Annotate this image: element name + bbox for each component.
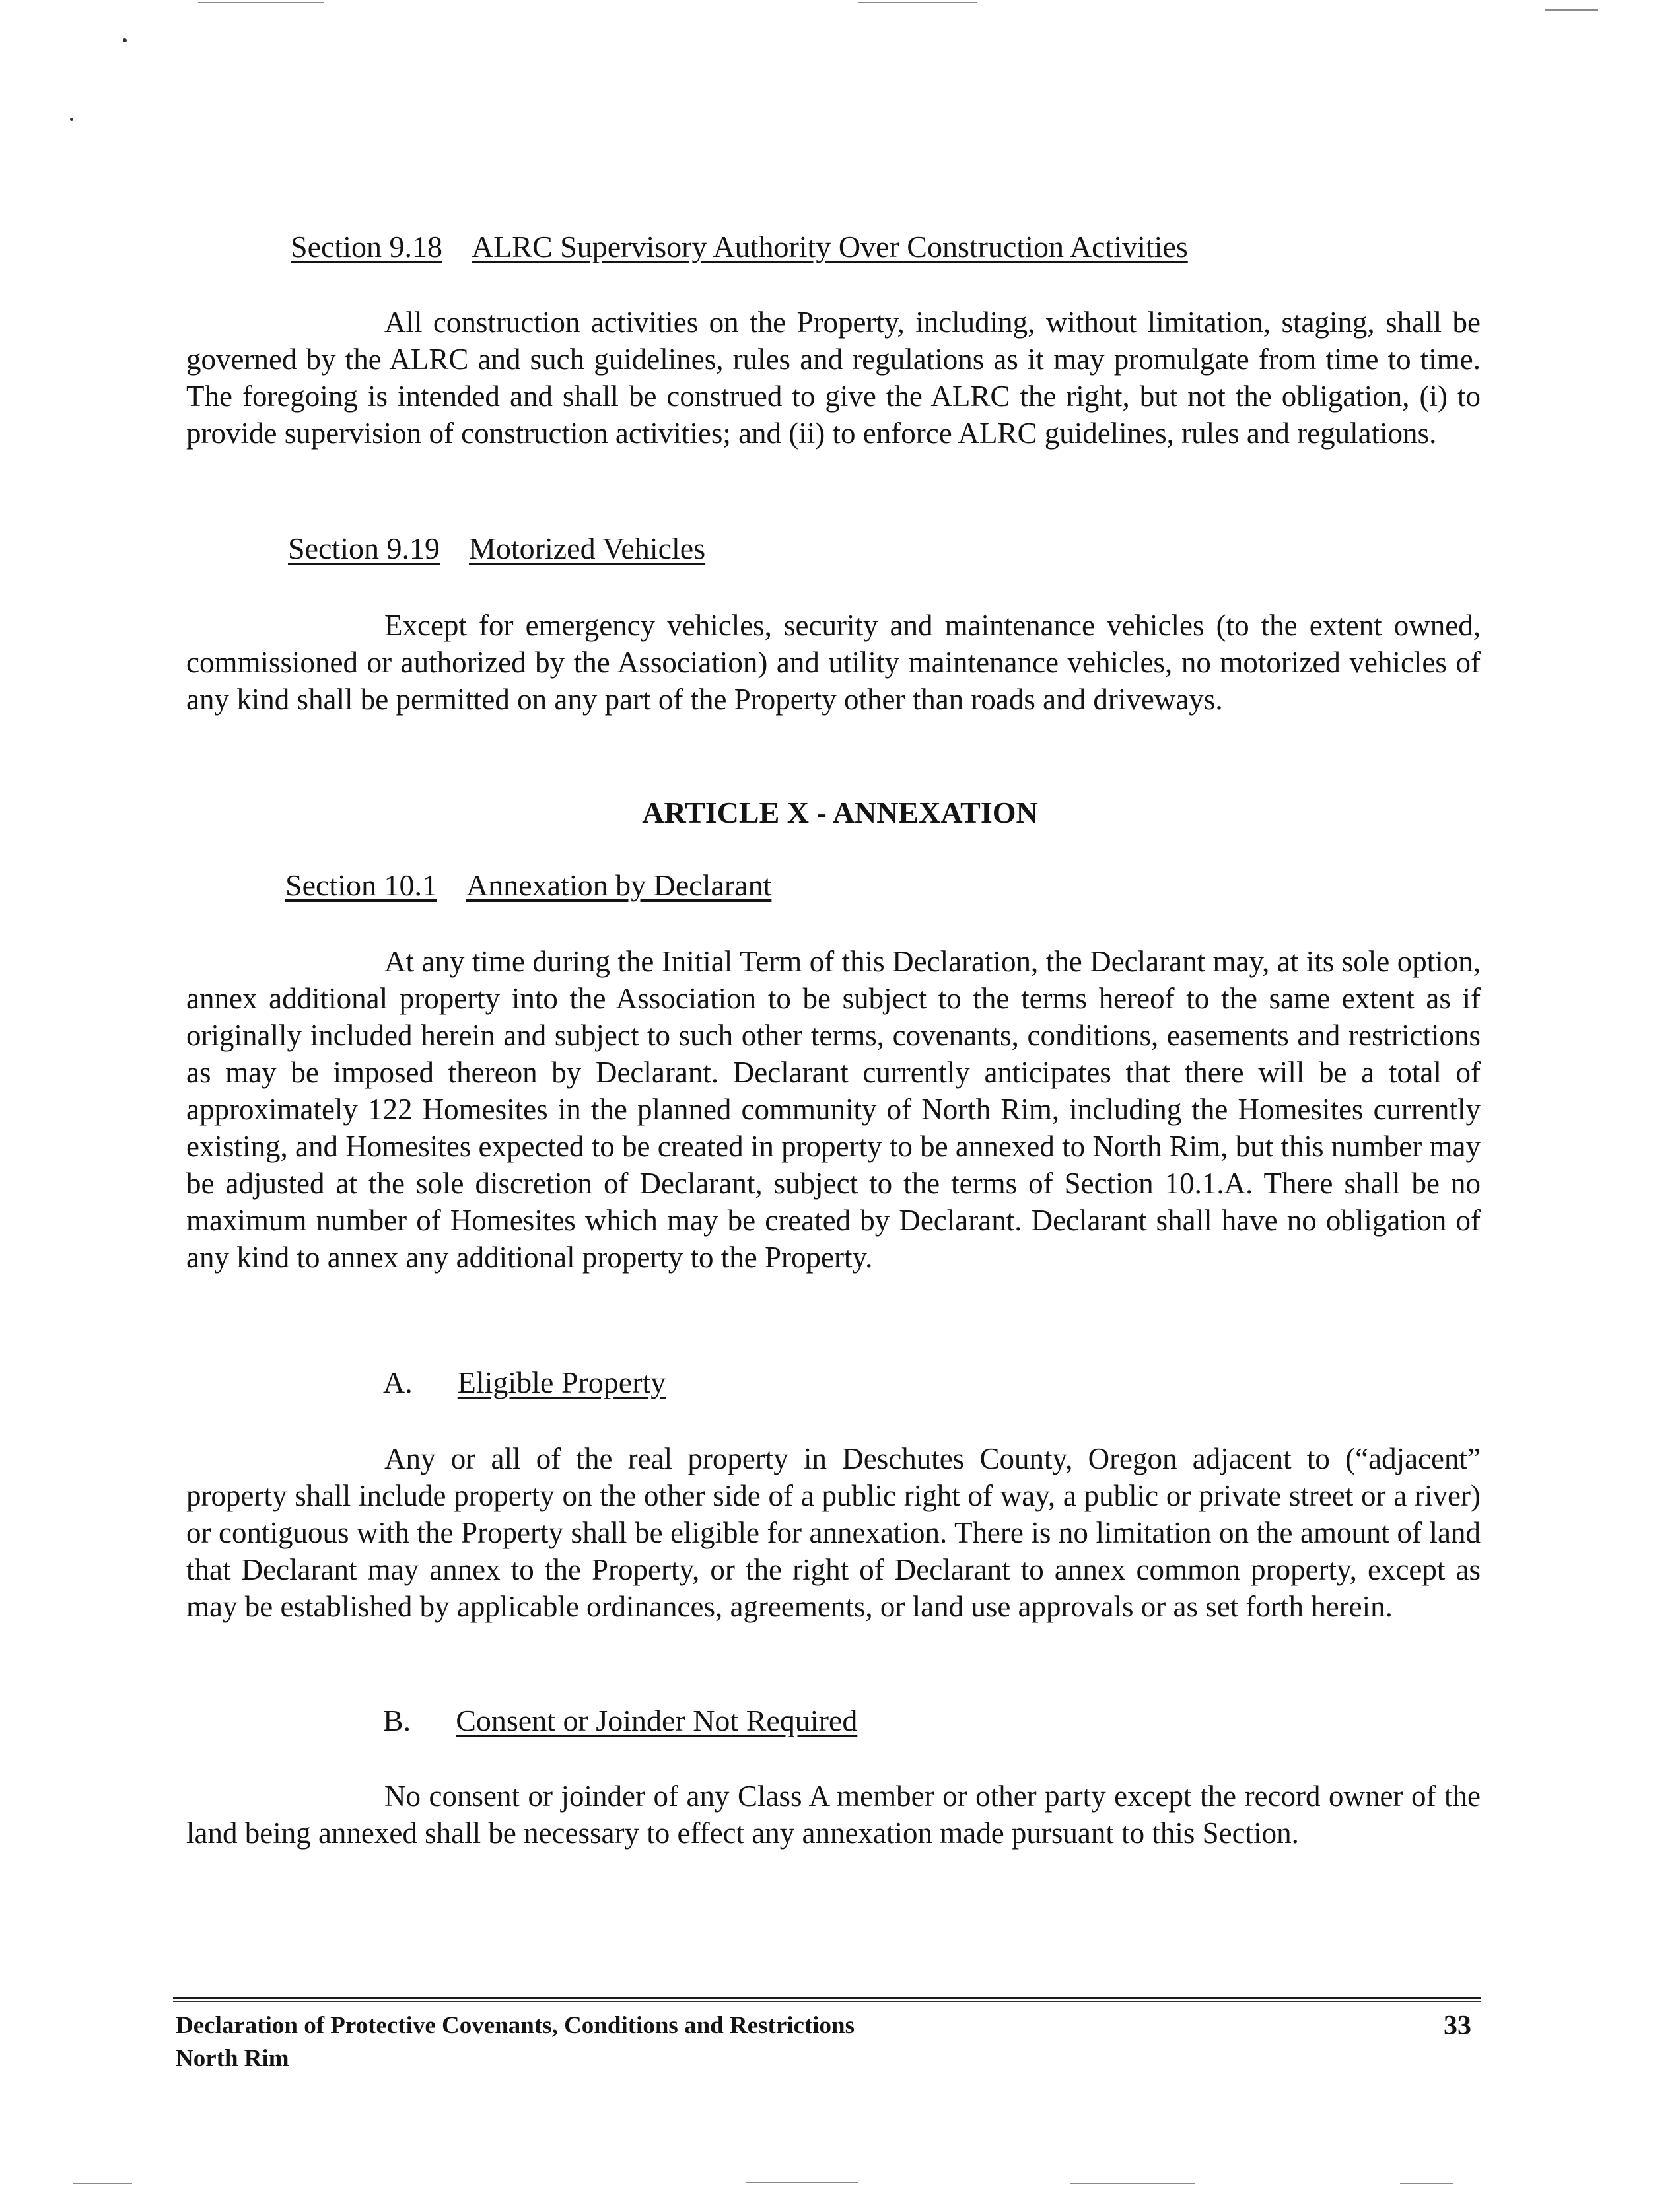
section-10-1-body: At any time during the Initial Term of this Declaration, the Declarant may, at its sole option, annex additional property into the Association to be subject to the terms hereof to the same extent as if originally included herein and subject to such other terms, covenants, conditions, easements and restrictions as may be imposed thereon by Declarant. Declarant currently anticipates that there will be a total of approximately 122 Homesites in the planned community of North Rim, including the Homesites currently existing, and Homesites expected to be created in property to be annexed to North Rim, but this number may be adjusted at the sole discretion of Declarant, subject to the terms of Section 10.1.A. There shall be no maximum number of Homesites which may be created by Declarant. Declarant shall have no obligation of any kind to annex any additional property to the Property. bbox=[186, 945, 1481, 1274]
subsection-title: Eligible Property bbox=[457, 1366, 666, 1399]
subsection-a-heading bbox=[383, 1364, 666, 1401]
section-title: Motorized Vehicles bbox=[468, 532, 706, 565]
scan-edge-line bbox=[73, 2183, 132, 2184]
subsection-b-body: No consent or joinder of any Class A member or other party except the record owner of the land being annexed shall be necessary to effect any annexation made pursuant to this Section. bbox=[186, 1780, 1481, 1850]
section-number: Section 10.1 bbox=[285, 868, 437, 902]
subsection-letter: B. bbox=[383, 1704, 411, 1737]
section-title: Annexation by Declarant bbox=[466, 868, 772, 902]
subsection-b-heading bbox=[383, 1702, 857, 1739]
section-number: Section 9.19 bbox=[288, 532, 440, 565]
section-9-19-body: Except for emergency vehicles, security and maintenance vehicles (to the extent owned, commissioned or authorized by the Association) and utility maintenance vehicles, no motorized vehicles of any kind shall be permitted on any part of the Property other than roads and driveways. bbox=[186, 609, 1481, 716]
scan-edge-line bbox=[746, 2182, 858, 2183]
subsection-title: Consent or Joinder Not Required bbox=[456, 1704, 858, 1737]
section-9-19-heading bbox=[288, 530, 705, 567]
page-number: 33 bbox=[1444, 2011, 1471, 2041]
subsection-letter: A. bbox=[383, 1366, 413, 1399]
footer-rule-thin bbox=[173, 2001, 1481, 2002]
footer-document-title: Declaration of Protective Covenants, Conditions and Restrictions bbox=[176, 2012, 855, 2039]
section-title: ALRC Supervisory Authority Over Construction Activities bbox=[471, 230, 1188, 263]
scan-speck bbox=[70, 118, 73, 121]
footer-rule bbox=[173, 1997, 1481, 1999]
section-9-18-heading bbox=[291, 228, 1188, 265]
scan-speck bbox=[123, 38, 127, 42]
subsection-a-body: Any or all of the real property in Deschutes County, Oregon adjacent to (“adjacent” property shall include property on the other side of a public right of way, a public or private street or a river) or contiguous with the Property shall be eligible for annexation. There is no limitation on the amount of land that Declarant may annex to the Property, or the right of Declarant to annex common property, except as may be established by applicable ordinances, agreements, or land use approvals or as set forth herein. bbox=[186, 1442, 1481, 1623]
section-9-18-body: All construction activities on the Property, including, without limitation, staging, shall be governed by the ALRC and such guidelines, rules and regulations as it may promulgate from time to time. The foregoing is intended and shall be construed to give the ALRC the right, but not the obligation, (i) to provide supervision of construction activities; and (ii) to enforce ALRC guidelines, rules and regulations. bbox=[186, 306, 1481, 450]
scan-edge-line bbox=[1400, 2183, 1453, 2184]
section-10-1-heading bbox=[285, 867, 771, 904]
scan-edge-line bbox=[858, 2, 977, 3]
footer-subtitle: North Rim bbox=[176, 2045, 289, 2072]
section-number: Section 9.18 bbox=[291, 230, 442, 263]
article-heading: ARTICLE X - ANNEXATION bbox=[642, 796, 1038, 829]
scan-edge-line bbox=[1070, 2183, 1195, 2184]
scan-edge-line bbox=[1545, 9, 1598, 11]
scan-edge-line bbox=[198, 2, 324, 3]
